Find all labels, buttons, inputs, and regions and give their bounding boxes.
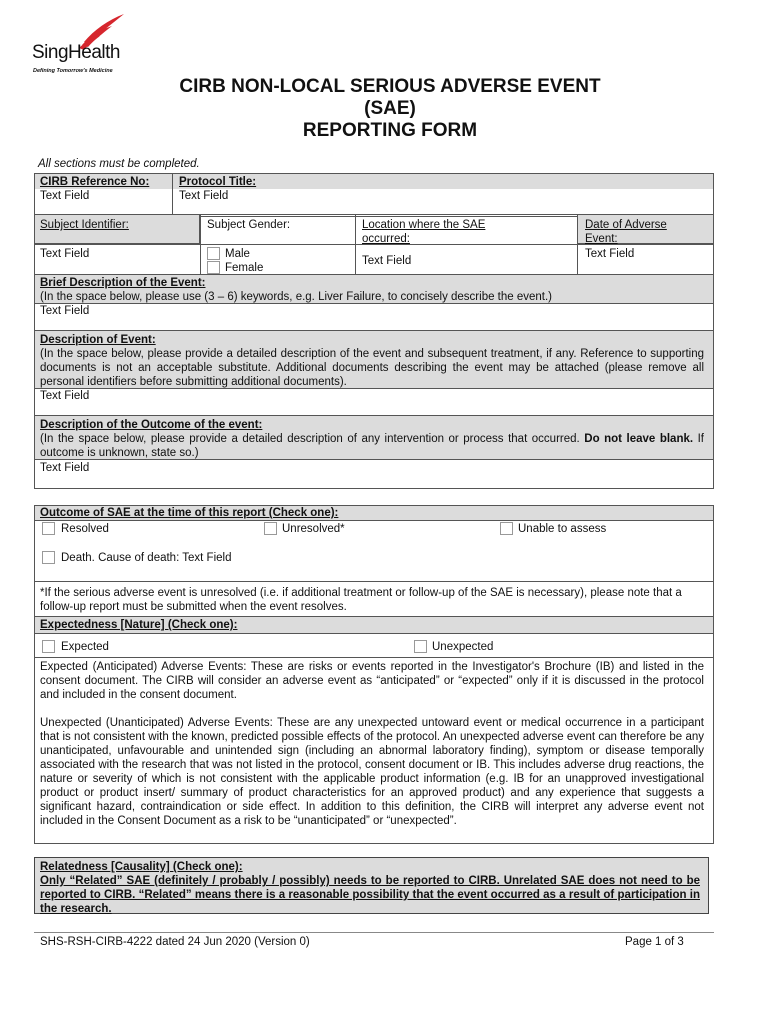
location-field[interactable]: Text Field (362, 255, 412, 267)
unresolved-footnote: *If the serious adverse event is unresolved (i.e. if additional treatment or follow-up of the SAE is necessary), please note that a follow-up report must be submitted when the event resolves. (40, 587, 682, 613)
expected-checkbox[interactable] (42, 640, 55, 653)
relatedness-heading: Relatedness [Causality] (Check one): (40, 861, 243, 873)
brief-description-field-box (34, 303, 714, 331)
event-description-heading: Description of Event: (40, 334, 156, 346)
outcome-description-field[interactable]: Text Field (40, 462, 90, 474)
brief-description-instruction: (In the space below, please use (3 – 6) keywords, e.g. Liver Failure, to concisely describe the event.) (40, 291, 553, 303)
footer-document-id: SHS-RSH-CIRB-4222 dated 24 Jun 2020 (Version 0) (40, 936, 310, 948)
brief-description-field[interactable]: Text Field (40, 305, 90, 317)
protocol-title-label: Protocol Title: (179, 176, 257, 188)
male-checkbox[interactable] (207, 247, 220, 260)
unresolved-checkbox[interactable] (264, 522, 277, 535)
sae-outcome-heading: Outcome of SAE at the time of this report (Check one): (40, 507, 339, 519)
unable-to-assess-checkbox[interactable] (500, 522, 513, 535)
event-description-field[interactable]: Text Field (40, 390, 90, 402)
divider (577, 214, 578, 276)
page-title: CIRB NON-LOCAL SERIOUS ADVERSE EVENT (SAE) REPORTING FORM (179, 76, 601, 141)
expectedness-options-box (34, 633, 714, 658)
protocol-title-field[interactable]: Text Field (179, 190, 229, 202)
date-label-line1: Date of Adverse (585, 219, 667, 231)
death-label[interactable]: Death. Cause of death: Text Field (61, 552, 232, 564)
footer-page-number: Page 1 of 3 (625, 936, 684, 948)
expected-definition: Expected (Anticipated) Adverse Events: These are risks or events reported in the Investigator's Brochure (IB) and listed in the consent document. The CIRB will consider an adverse event as “anticipated” or “expected” only if it is discussed in the protocol and included in the consent document. (40, 661, 704, 701)
location-label-line2: occurred: (362, 233, 410, 245)
resolved-label: Resolved (61, 523, 109, 535)
relatedness-text: Only “Related” SAE (definitely / probably / possibly) needs to be reported to CIRB. Unrelated SAE does not need to be reported to CIRB. “Related” means there is a reasonable possibility that the event occurred as a result of participation in the research. (40, 875, 700, 915)
unresolved-label: Unresolved* (282, 523, 345, 535)
divider (355, 214, 356, 276)
subject-gender-label: Subject Gender: (207, 219, 291, 231)
subject-identifier-label: Subject Identifier: (40, 219, 129, 231)
logo-tagline: Defining Tomorrow's Medicine (33, 68, 113, 74)
female-checkbox[interactable] (207, 261, 220, 274)
date-field[interactable]: Text Field (585, 248, 635, 260)
male-label: Male (225, 248, 250, 260)
section1-value-row (34, 189, 714, 217)
resolved-checkbox[interactable] (42, 522, 55, 535)
cirb-reference-label: CIRB Reference No: (40, 176, 150, 188)
event-description-instruction: (In the space below, please provide a detailed description of the event and subsequent treatment, if any. Reference to supporting documents is not an acceptable substitute. Additional documents describing the event may be attached (please remove all personal identifiers before submitting additional documents). (40, 348, 704, 388)
unexpected-checkbox[interactable] (414, 640, 427, 653)
female-label: Female (225, 262, 264, 274)
divider (172, 173, 173, 217)
instructions-note: All sections must be completed. (38, 158, 200, 170)
event-description-field-box (34, 388, 714, 416)
logo-wordmark: SingHealth (32, 42, 120, 63)
location-label-line1: Location where the SAE (362, 219, 486, 231)
expectedness-heading: Expectedness [Nature] (Check one): (40, 619, 238, 631)
unexpected-label: Unexpected (432, 641, 494, 653)
cirb-reference-field[interactable]: Text Field (40, 190, 90, 202)
unexpected-definition: Unexpected (Unanticipated) Adverse Events: These are any unexpected untoward event or medical occurrence in a participant that is not consistent with the known, predicted possible effects of the protocol. An unexpected adverse event can therefore be any unanticipated, unfavourable and unintended sign (including an abnormal laboratory finding), symptom or disease temporally associated with the research that was not listed in the protocol, consent document or IB. This includes adverse drug reactions, the nature or severity of which is not consistent with the applicable product information (e.g. IB for an unapproved investigational product or product insert/ summary of product characteristics for an approved product) and any experience that suggests a significant hazard, contraindication or side effect. In addition to this definition, the CIRB will interpret any adverse event not included in the Consent Document as a risk to be “unanticipated” or “unexpected”. (40, 717, 704, 827)
expected-label: Expected (61, 641, 109, 653)
death-checkbox[interactable] (42, 551, 55, 564)
unable-to-assess-label: Unable to assess (518, 523, 607, 535)
subject-identifier-field[interactable]: Text Field (40, 248, 90, 260)
brief-description-heading: Brief Description of the Event: (40, 277, 206, 289)
outcome-description-field-box (34, 459, 714, 489)
footer-divider (34, 932, 714, 933)
outcome-description-heading: Description of the Outcome of the event: (40, 419, 263, 431)
divider (200, 214, 201, 276)
date-label-line2: Event: (585, 233, 618, 245)
outcome-description-instruction: (In the space below, please provide a detailed description of any intervention or process that occurred. Do not leave blank. If outcome is unknown, state so.) (40, 433, 704, 459)
